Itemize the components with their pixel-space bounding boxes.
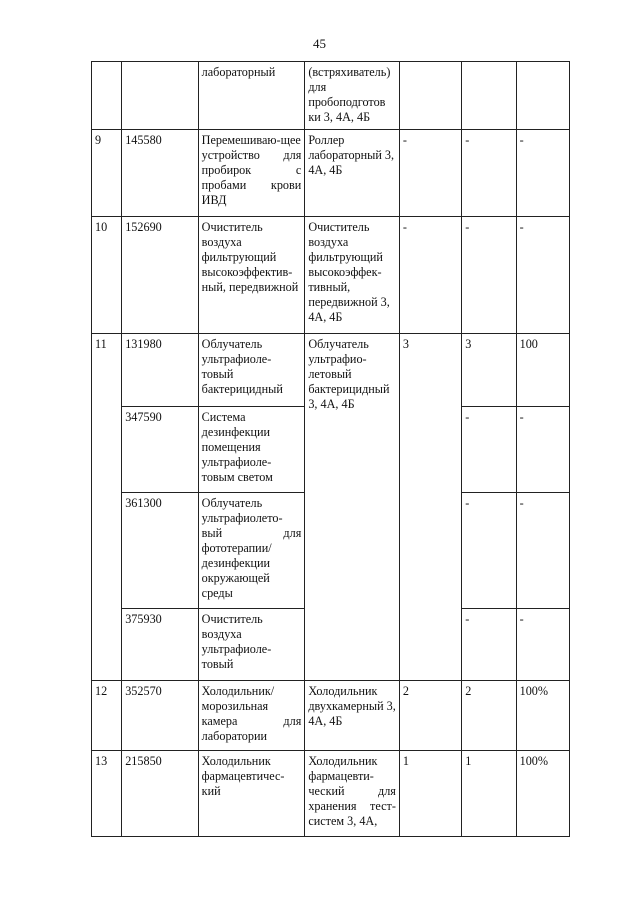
item-standard: Холодильник фармацевти-ческий для хранения тест-систем 3, 4А, (305, 751, 400, 837)
table-row (92, 217, 570, 334)
item-standard: Роллер лабораторный 3, 4А, 4Б (305, 130, 400, 217)
cell-col7: - (516, 217, 569, 334)
item-standard: (встряхиватель) для пробоподготов ки 3, 4А, 4Б (305, 62, 400, 130)
row-number: 13 (92, 751, 122, 837)
table-row (92, 751, 570, 837)
cell-col5 (399, 62, 461, 130)
item-code: 152690 (122, 217, 198, 334)
item-code: 352570 (122, 681, 198, 751)
table-row (92, 130, 570, 217)
table-row (92, 681, 570, 751)
item-name: Система дезинфекции помещения ультрафиоле-товым светом (198, 407, 305, 493)
cell-col6: - (462, 130, 516, 217)
cell-col7: 100% (516, 751, 569, 837)
cell-col7: - (516, 407, 569, 493)
cell-col7: - (516, 609, 569, 681)
cell-col7: - (516, 130, 569, 217)
item-name: Облучатель ультрафиолето-вый для фототерапии/ дезинфекции окружающей среды (198, 493, 305, 609)
item-name: Очиститель воздуха ультрафиоле-товый (198, 609, 305, 681)
item-name: Облучатель ультрафиоле-товый бактерицидный (198, 334, 305, 407)
cell-col7: 100 (516, 334, 569, 407)
row-number: 9 (92, 130, 122, 217)
item-name: Перемешиваю-щее устройство для пробирок с пробами крови ИВД (198, 130, 305, 217)
table-row (92, 62, 570, 130)
table-row (92, 334, 570, 407)
cell-col7: - (516, 493, 569, 609)
cell-col6: - (462, 217, 516, 334)
page-number: 45 (313, 36, 326, 51)
item-name: Холодильник фармацевтичес-кий (198, 751, 305, 837)
cell-col6: - (462, 407, 516, 493)
cell-col6: 3 (462, 334, 516, 407)
item-code: 361300 (122, 493, 198, 609)
item-standard: Облучатель ультрафио-летовый бактерицидный 3, 4А, 4Б (305, 334, 400, 681)
item-name: Очиститель воздуха фильтрующий высокоэффектив-ный, передвижной (198, 217, 305, 334)
row-number (92, 62, 122, 130)
item-code: 145580 (122, 130, 198, 217)
cell-col6: - (462, 493, 516, 609)
item-code: 347590 (122, 407, 198, 493)
cell-col5: - (399, 130, 461, 217)
cell-col5: - (399, 217, 461, 334)
cell-col5: 3 (399, 334, 461, 681)
item-code: 375930 (122, 609, 198, 681)
cell-col6 (462, 62, 516, 130)
item-code: 131980 (122, 334, 198, 407)
cell-col5: 2 (399, 681, 461, 751)
cell-col6: - (462, 609, 516, 681)
item-standard: Очиститель воздуха фильтрующий высокоэффек-тивный, передвижной 3, 4А, 4Б (305, 217, 400, 334)
row-number: 11 (92, 334, 122, 681)
cell-col7: 100% (516, 681, 569, 751)
item-code (122, 62, 198, 130)
cell-col7 (516, 62, 569, 130)
item-code: 215850 (122, 751, 198, 837)
cell-col6: 1 (462, 751, 516, 837)
equipment-table (91, 61, 570, 837)
row-number: 10 (92, 217, 122, 334)
row-number: 12 (92, 681, 122, 751)
cell-col5: 1 (399, 751, 461, 837)
item-name: лабораторный (198, 62, 305, 130)
item-standard: Холодильник двухкамерный 3, 4А, 4Б (305, 681, 400, 751)
cell-col6: 2 (462, 681, 516, 751)
item-name: Холодильник/ морозильная камера для лаборатории (198, 681, 305, 751)
